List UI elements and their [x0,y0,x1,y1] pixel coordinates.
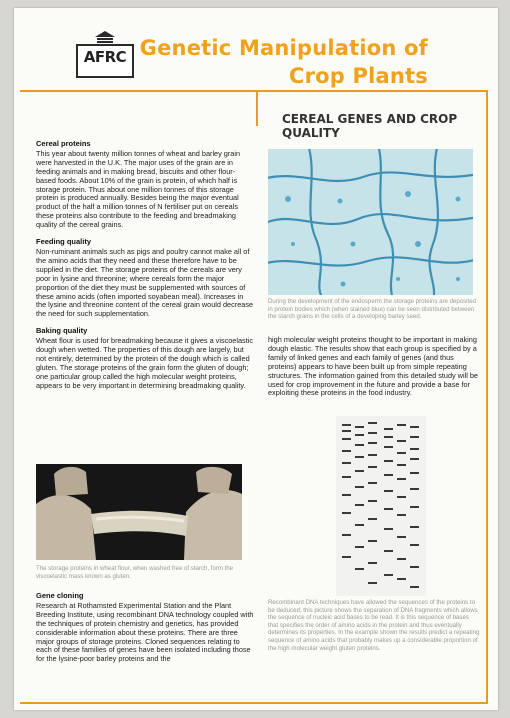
sequencing-gel-figure [336,416,426,596]
endosperm-micrograph [268,149,473,295]
poster-sheet [14,8,498,710]
left-column [36,140,254,399]
title-line-2: Crop Plants [289,64,428,88]
gene-cloning-section [36,592,254,672]
gel-caption: Recombinant DNA techniques have allowed the sequences of the proteins to be deduced; this picture shows the separation of DNA fragments which allows the sequence of nucleic acid bases to be read. It is this sequence of bases that specifies the order of amino acids in the protein and thus eventually determines its properties. In the example shown the results predict a repeating sequence of amino acids that probably makes up a considerable proportion of the high molecular weight gluten proteins. [268,599,480,652]
dough-caption: The storage proteins in wheat flour, when washed free of starch, form the viscoelastic mass known as gluten. [36,565,234,580]
section-heading: CEREAL GENES AND CROP QUALITY [282,112,458,140]
logo-emblem-icon [94,30,116,44]
right-rule [486,90,488,702]
afrc-logo [76,30,134,80]
feeding-quality-heading: Feeding quality [36,237,92,247]
bottom-rule [20,702,488,704]
right-column-text [268,336,482,406]
gluten-stretch-image [36,464,242,560]
stained-endosperm-image [268,149,473,295]
continued-text: high molecular weight proteins thought to be important in making dough elastic. The results show that each group is specified by a family of linked genes and each family of genes (and thus proteins) appears to have been built up from simple repeating structures. The information gained from this detailed study will be used for crop improvement in the future and provide a base for exploiting these proteins in the food industry. [268,335,478,398]
cereal-proteins-heading: Cereal proteins [36,139,91,148]
baking-quality-heading: Baking quality [36,326,88,336]
dna-gel-image [336,416,426,596]
gluten-dough-photo [36,464,242,560]
cereal-proteins-text: This year about twenty million tonnes of wheat and barley grain were harvested in the U.K. The major uses of the grain are in feeding animals and in making bread, biscuits and other flour-based foods. About 10% of the grain is protein, of which half is storage protein. Thus about one million tonnes of this storage protein is produced annually. Besides being the major eventual product of the half a million tonnes of N fertiliser put on cereals these proteins also contribute to the feeding and breadmaking quality of the cereal grains. [36,148,241,230]
baking-quality-text: Wheat flour is used for breadmaking because it gives a viscoelastic dough when wetted. The properties of this dough are largely, but not entirely, determined by the protein of the dough which is called gluten. The storage proteins of the grain form the gluten of dough; one particular group called the high molecular weight proteins, appears to be very important in determining breadmaking quality. [36,336,253,390]
feeding-quality-text: Non-ruminant animals such as pigs and poultry cannot make all of the amino acids that they need and these therefore have to be supplied in the diet. The storage proteins of the cereals are very poor in lysine and threonine; where cereals form the major proportion of the diet they must be supplemented with sources of these amino acids (often imported soyabean meal). Increases in the lysine and threonine content of the cereal grain would decrease the need for such supplementation. [36,246,254,319]
center-rule [256,90,258,126]
gene-cloning-text: Research at Rothamsted Experimental Station and the Plant Breeding Institute, using recombinant DNA technology coupled with the techniques of protein chemistry and genetics, has provided considerable information about these proteins. There are three major groups of storage proteins. Cloned sequences relating to each of these families of genes have been isolated including those for the lysine-poor barley proteins and the [36,600,254,664]
top-rule [20,90,486,92]
micrograph-caption: During the development of the endosperm the storage proteins are deposited in protein bodies which (when stained blue) can be seen distributed between the starch grains in the cells of a developing barley seed. [268,298,476,321]
logo-text: AFRC [83,48,127,66]
gene-cloning-heading: Gene cloning [36,591,84,600]
title-line-1: Genetic Manipulation of [139,36,428,60]
poster-title [140,34,428,90]
